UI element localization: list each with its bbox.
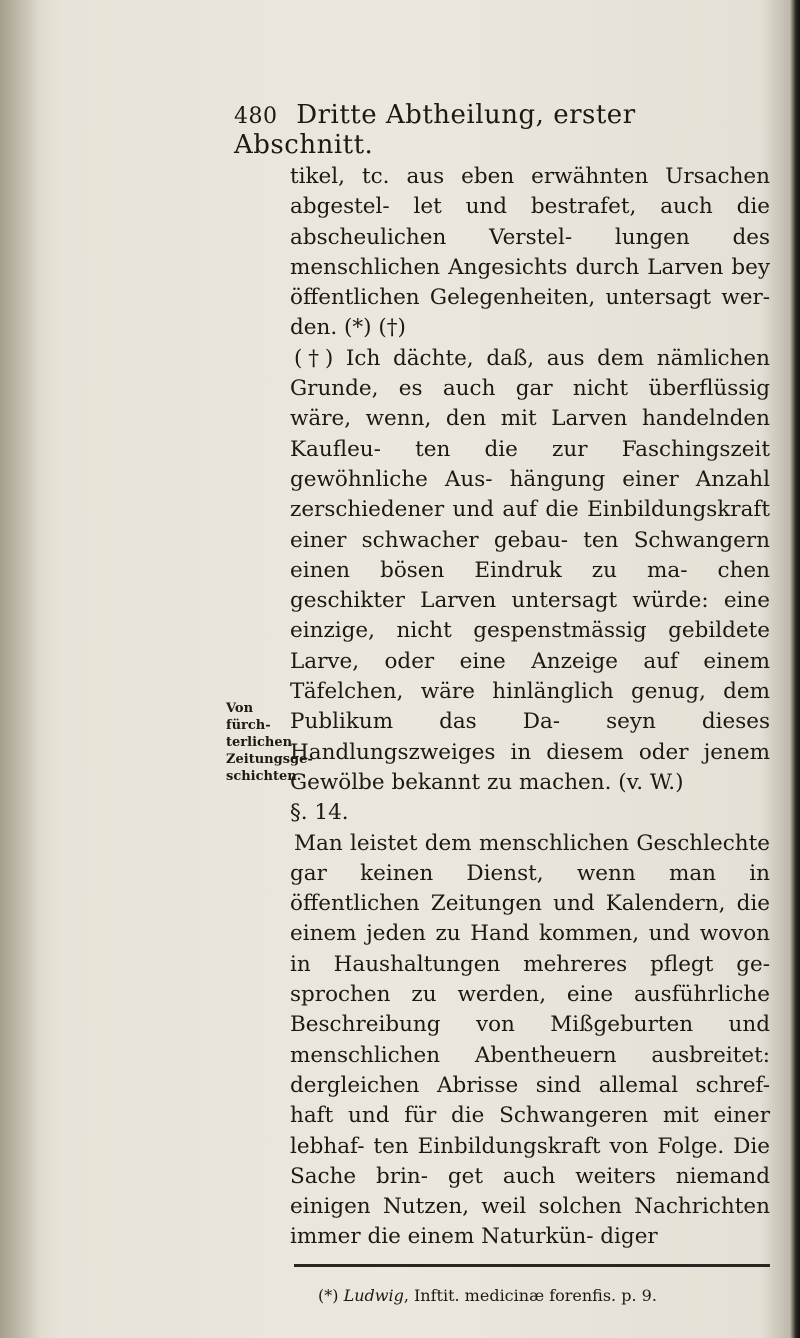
footnote-author: Ludwig xyxy=(343,1286,404,1305)
footnote xyxy=(318,1286,738,1305)
gutter-shadow xyxy=(0,0,40,1338)
paragraph-section-14: Man leistet dem menschlichen Geschlechte gar keinen Dienst, wenn man in öffentlichen Zeitungen und Kalendern, die einem jeden zu Hand kommen, und wovon in Haushaltungen mehreres pflegt ge- sprochen zu werden, eine ausführliche Beschreibung von Mißgeburten und menschlichen Abentheuern ausbreitet: dergleichen Abrisse sind allemal schref- haft und für die Schwangeren mit einer lebhaf- ten Einbildungskraft von Folge. Die Sache brin- get auch weiters niemand einigen Nutzen, weil solchen Nachrichten immer die einem Naturkün- diger xyxy=(290,830,770,1250)
footnote-marker: (*) xyxy=(318,1286,339,1305)
footnote-text: , Inftit. medicinæ forenfis. p. 9. xyxy=(403,1286,657,1305)
margin-note: Von fürch- terlichen Zeitungsge- schichten. xyxy=(226,701,313,784)
page-header xyxy=(234,100,754,160)
paragraph-continuation: tikel, tc. aus eben erwähnten Ursachen abgestel- let und bestrafet, auch die abscheulichen Verstel- lungen des menschlichen Angesichts durch Larven bey öffentlichen Gelegenheiten, untersagt wer- den. (*) (†) xyxy=(290,164,770,341)
page-body xyxy=(290,162,770,1253)
page-number: 480 xyxy=(234,104,278,129)
running-title: Dritte Abtheilung, erster Abschnitt. xyxy=(234,100,636,160)
section-heading: §. 14. xyxy=(290,800,349,826)
paragraph-dagger-note: (†) Ich dächte, daß, aus dem nämlichen Grunde, es auch gar nicht überflüssig wäre, wenn, den mit Larven handelnden Kaufleu- ten die zur Faschingszeit gewöhnliche Aus- hängung einer Anzahl zerschiedener und auf die Einbildungskraft einer schwacher gebau- ten Schwangern einen bösen Eindruk zu ma- chen geschikter Larven untersagt würde: eine einzige, nicht gespenstmässig gebildete Larve, oder eine Anzeige auf einem Täfelchen, wäre hinlänglich genug, dem Publikum das Da- seyn dieses Handlungszweiges in diesem oder jenem Gewölbe bekannt zu machen. (v. W.) xyxy=(290,345,770,795)
footnote-rule xyxy=(294,1264,770,1267)
